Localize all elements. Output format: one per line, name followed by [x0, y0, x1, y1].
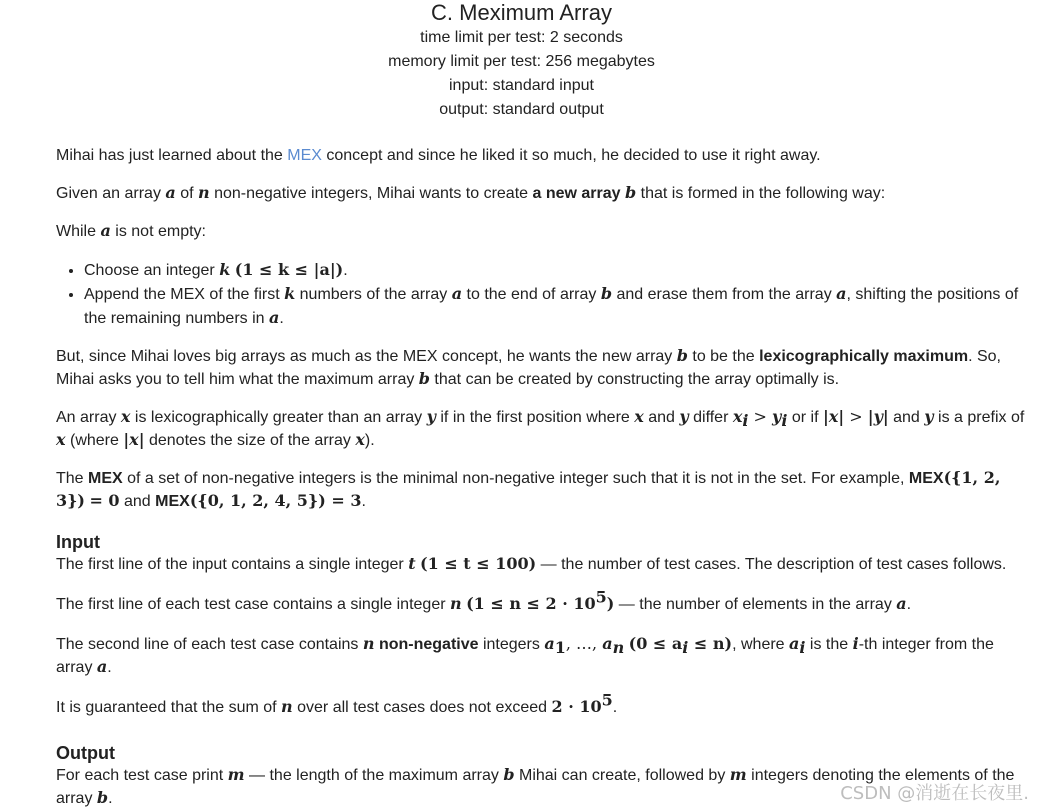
math-var: a: [165, 183, 176, 202]
text: It is guaranteed that the sum of: [56, 699, 282, 716]
text: or if: [787, 409, 823, 426]
text: and: [888, 409, 925, 426]
text: non-negative integers, Mihai wants to create: [209, 185, 533, 202]
bold-text: lexicographically maximum: [759, 348, 969, 365]
math-var: a: [836, 284, 847, 303]
input-spec: input: standard input: [449, 77, 594, 94]
output-spec: output: standard output: [439, 101, 604, 118]
math-sub: i: [781, 411, 788, 431]
bold-text: non-negative: [378, 636, 479, 653]
math-sup: 5: [601, 690, 613, 710]
math-var: b: [625, 183, 637, 202]
math-var: x: [56, 430, 66, 449]
problem-statement: [56, 145, 1031, 810]
math-expr: ({1, 2, 3}): [56, 468, 1001, 510]
math-op: , …,: [565, 634, 603, 653]
text: ).: [364, 432, 375, 449]
math-expr: (0 ≤ a: [628, 634, 683, 653]
math-var: b: [418, 369, 430, 388]
steps-list: [56, 258, 1031, 330]
statement-paragraph-5: [56, 406, 1031, 452]
math-var: b: [676, 346, 688, 365]
math-expr: = 0: [89, 491, 120, 510]
input-line-3: [56, 633, 1031, 679]
text: The first line of the input contains a single integer: [56, 556, 409, 573]
math-var: a: [96, 657, 108, 676]
text: Given an array: [56, 185, 166, 202]
input-heading: Input: [56, 532, 100, 552]
text: that is formed in the following way:: [636, 185, 886, 202]
text: An array: [56, 409, 121, 426]
math-sup: 5: [595, 587, 607, 607]
math-op: >: [844, 407, 868, 426]
text: .: [361, 493, 366, 510]
text: .: [906, 596, 912, 613]
text: is a prefix of: [933, 409, 1025, 426]
text: — the number of elements in the array: [614, 596, 897, 613]
text: is lexicographically greater than an array: [130, 409, 427, 426]
math-expr: ): [606, 594, 615, 613]
math-var: n: [362, 634, 375, 653]
bold-text: MEX: [88, 470, 123, 487]
statement-paragraph-2: [56, 182, 1031, 205]
math-var: x: [120, 407, 131, 426]
math-var: y: [426, 407, 436, 426]
text: integers: [478, 636, 545, 653]
math-expr: ≤ n): [688, 634, 733, 653]
text: Choose an integer: [84, 262, 220, 279]
text: that can be created by constructing the array optimally is.: [429, 371, 840, 388]
math-sub: i: [682, 638, 689, 658]
math-expr: (1 ≤ k ≤ |a|): [234, 260, 344, 279]
statement-paragraph-1: [56, 145, 1031, 167]
statement-paragraph-4: [56, 345, 1031, 391]
math-expr: |y|: [867, 407, 889, 426]
input-line-1: [56, 553, 1031, 576]
math-var: k: [219, 260, 231, 279]
text: of a set of non-negative integers is the minimal non-negative integer such that it is not in the set. For example,: [122, 470, 909, 487]
memory-limit: memory limit per test: 256 megabytes: [388, 53, 655, 70]
text: The second line of each test case contains: [56, 636, 363, 653]
math-var: m: [729, 765, 747, 784]
statement-paragraph-6: [56, 467, 1031, 513]
text: But, since Mihai loves big arrays as much as the MEX concept, he wants the new array: [56, 348, 677, 365]
math-var: n: [198, 183, 210, 202]
math-var: n: [281, 697, 293, 716]
math-expr: 2 · 10: [551, 697, 602, 716]
text: , where: [732, 636, 790, 653]
math-var: b: [503, 765, 515, 784]
list-item: [84, 258, 1031, 282]
text: — the length of the maximum array: [244, 767, 504, 784]
math-var: a: [896, 594, 907, 613]
text: to the end of array: [462, 286, 601, 303]
input-line-2: [56, 587, 1031, 616]
math-var: x: [355, 430, 365, 449]
csdn-watermark: CSDN @消逝在长夜里.: [840, 783, 1029, 804]
text: to be the: [687, 348, 760, 365]
math-expr: (1 ≤ t ≤ 100): [420, 554, 537, 573]
math-var: a: [544, 634, 555, 653]
bold-text: MEX: [155, 493, 190, 510]
text: , shifting the positions of the remaining numbers in: [84, 286, 1019, 327]
text: -th integer from the array: [56, 636, 994, 676]
text: over all test cases does not exceed: [292, 699, 552, 716]
problem-title: C. Meximum Array: [431, 0, 612, 25]
math-expr: ({0, 1, 2, 4, 5}) = 3: [189, 491, 362, 510]
math-expr: (1 ≤ n ≤ 2 · 10: [466, 594, 596, 613]
text: denotes the size of the array: [144, 432, 356, 449]
math-var: a: [268, 308, 280, 327]
text: . So, Mihai asks you to tell him what the maximum array: [56, 348, 1001, 388]
math-sub: i: [742, 411, 749, 431]
math-expr: |x|: [822, 407, 845, 426]
text: numbers of the array: [295, 286, 452, 303]
text: .: [107, 659, 112, 676]
text: .: [612, 699, 618, 716]
math-op: >: [748, 407, 773, 426]
text: .: [108, 790, 113, 807]
math-var: b: [96, 788, 109, 807]
math-var: a: [789, 634, 800, 653]
text: — the number of test cases. The description of test cases follows.: [536, 556, 1007, 573]
mex-link[interactable]: MEX: [287, 147, 322, 164]
text: For each test case print: [56, 767, 228, 784]
math-var: y: [679, 407, 689, 426]
text: integers denoting the elements of the array: [56, 767, 1015, 807]
problem-header: [0, 0, 1043, 122]
text: is not empty:: [110, 223, 206, 240]
math-var: k: [284, 284, 296, 303]
math-var: i: [852, 634, 859, 653]
math-var: m: [227, 765, 245, 784]
math-expr: |x|: [123, 430, 145, 449]
math-sub: 1: [554, 638, 566, 658]
text: .: [279, 310, 284, 327]
text: is the: [805, 636, 853, 653]
text: and erase them from the array: [612, 286, 837, 303]
text: Append the MEX of the first: [84, 286, 285, 303]
text: and: [119, 493, 156, 510]
text: concept and since he liked it so much, he decided to use it right away.: [321, 147, 821, 164]
math-var: a: [451, 284, 463, 303]
math-var: b: [600, 284, 613, 303]
bold-text: a new array: [532, 185, 621, 202]
math-var: y: [772, 407, 782, 426]
statement-paragraph-3: [56, 220, 1031, 243]
text: .: [343, 262, 348, 279]
text: differ: [688, 409, 733, 426]
text: and: [643, 409, 680, 426]
list-item: [84, 282, 1031, 330]
text: The: [56, 470, 89, 487]
input-line-4: [56, 690, 1031, 719]
math-var: a: [602, 634, 613, 653]
bold-text: MEX: [908, 470, 944, 487]
text: Mihai can create, followed by: [514, 767, 730, 784]
text: Mihai has just learned about the: [56, 147, 288, 164]
text: if in the first position where: [435, 409, 635, 426]
text: of: [175, 185, 198, 202]
math-var: y: [924, 407, 934, 426]
output-heading: Output: [56, 743, 115, 763]
math-var: n: [450, 594, 462, 613]
math-var: t: [408, 554, 416, 573]
math-var: a: [100, 221, 111, 240]
time-limit: time limit per test: 2 seconds: [420, 29, 623, 46]
text: (where: [65, 432, 124, 449]
text: The first line of each test case contains a single integer: [56, 596, 450, 613]
math-var: x: [732, 407, 743, 426]
text: While: [56, 223, 101, 240]
math-var: x: [634, 407, 644, 426]
math-sub: i: [799, 638, 806, 658]
math-sub: n: [612, 638, 625, 658]
